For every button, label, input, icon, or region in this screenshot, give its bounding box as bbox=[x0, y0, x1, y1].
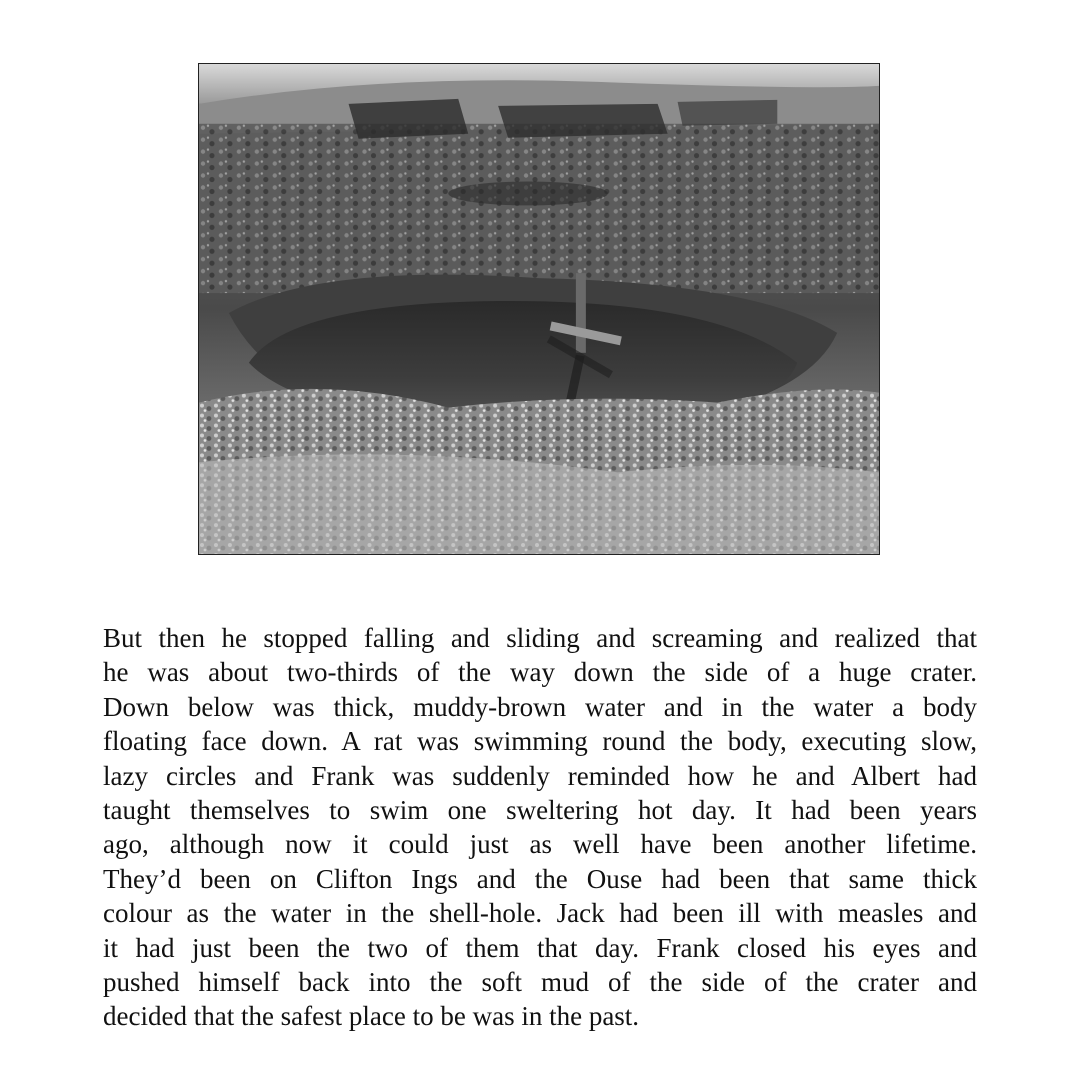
body-paragraph bbox=[103, 621, 977, 1034]
paragraph-line: But then he stopped falling and sliding and screaming and realized that bbox=[103, 623, 977, 653]
paragraph-line: floating face down. A rat was swimming round the body, executing slow, bbox=[103, 726, 977, 757]
paragraph-line: colour as the water in the shell-hole. Jack had been ill with measles and bbox=[103, 898, 977, 929]
paragraph-line: They’d been on Clifton Ings and the Ouse had been that same thick bbox=[103, 863, 977, 894]
paragraph-line: taught themselves to swim one sweltering hot day. It had been years bbox=[103, 795, 977, 826]
paragraph-line: lazy circles and Frank was suddenly reminded how he and Albert had bbox=[103, 760, 977, 791]
paragraph-line: decided that the safest place to be was in the past. bbox=[103, 1001, 640, 1032]
paragraph-line: Down below was thick, muddy-brown water and in the water a body bbox=[103, 691, 977, 722]
paragraph-line: ago, although now it could just as well have been another lifetime. bbox=[103, 829, 977, 860]
crater-photograph bbox=[198, 63, 880, 555]
crater-photo-illustration bbox=[199, 64, 879, 554]
paragraph-line: pushed himself back into the soft mud of the side of the crater and bbox=[103, 967, 977, 998]
paragraph-line: it had just been the two of them that day. Frank closed his eyes and bbox=[103, 932, 977, 963]
paragraph-line: he was about two-thirds of the way down the side of a huge crater. bbox=[103, 657, 977, 688]
